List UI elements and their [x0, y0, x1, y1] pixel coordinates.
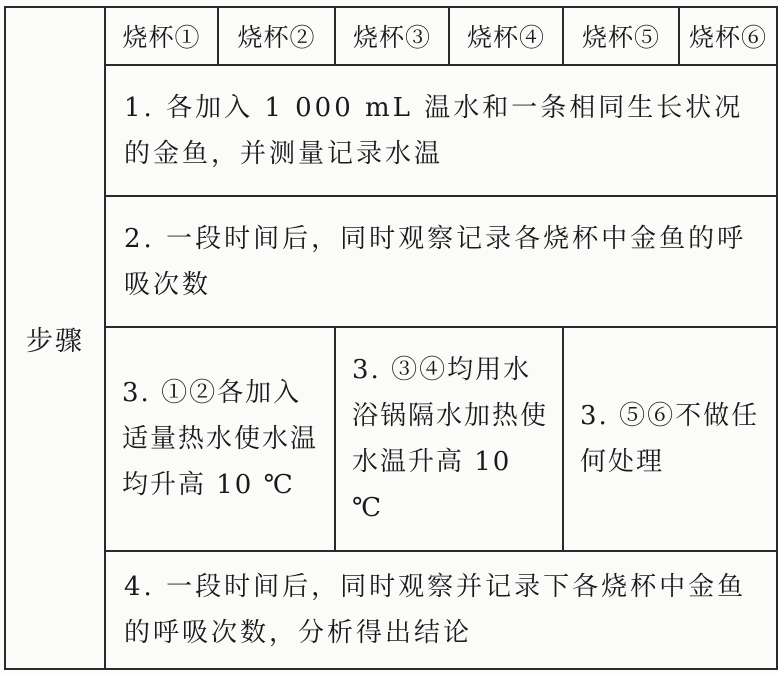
step-row-3 [5, 327, 777, 551]
step-3-beakers-3-4: 3. ③④均用水浴锅隔水加热使水温升高 10 ℃ [335, 327, 563, 551]
beaker-header-3: 烧杯③ [335, 7, 449, 65]
beaker-header-6: 烧杯⑥ [679, 7, 777, 65]
experiment-steps-table [4, 6, 778, 670]
header-row [5, 7, 777, 65]
steps-row-label: 步骤 [5, 7, 105, 669]
beaker-header-2: 烧杯② [218, 7, 335, 65]
step-row-4 [5, 551, 777, 669]
beaker-header-4: 烧杯④ [449, 7, 563, 65]
step-3-beakers-5-6: 3. ⑤⑥不做任何处理 [563, 327, 777, 551]
step-row-2 [5, 196, 777, 327]
step-1-text: 1. 各加入 1 000 mL 温水和一条相同生长状况的金鱼，并测量记录水温 [105, 65, 777, 196]
step-row-1 [5, 65, 777, 196]
beaker-header-5: 烧杯⑤ [563, 7, 679, 65]
step-4-text: 4. 一段时间后，同时观察并记录下各烧杯中金鱼的呼吸次数，分析得出结论 [105, 551, 777, 669]
step-3-beakers-1-2: 3. ①②各加入适量热水使水温均升高 10 ℃ [105, 327, 335, 551]
beaker-header-1: 烧杯① [105, 7, 218, 65]
step-2-text: 2. 一段时间后，同时观察记录各烧杯中金鱼的呼吸次数 [105, 196, 777, 327]
